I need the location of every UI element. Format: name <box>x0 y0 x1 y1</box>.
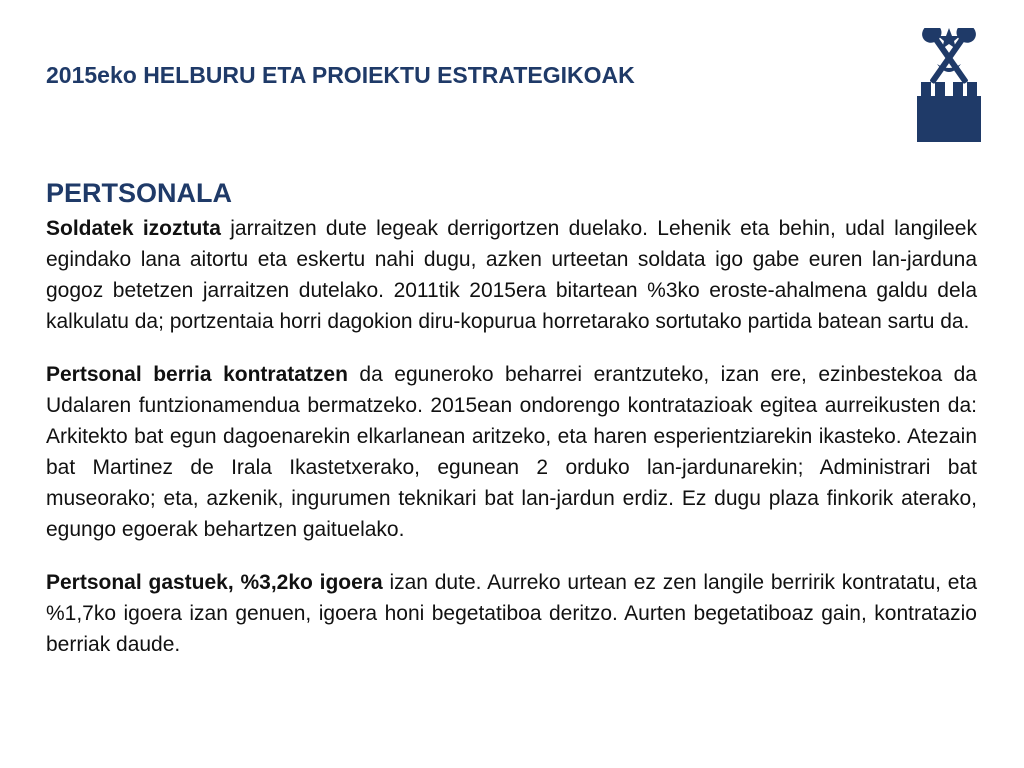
paragraph-salaries-text: jarraitzen dute legeak derrigortzen duelako. Lehenik eta behin, udal langileek egindako lana aitortu eta eskertu nahi dugu, azken urteetan soldata igo gabe euren lan-jarduna gogoz betetzen jarraitzen dutelako. 2011tik 2015era bitartean %3ko eroste-ahalmena galdu dela kalkulatu da; portzentaia horri dagokion diru-kopurua horretarako sortutako partida batean sartu da. <box>46 217 977 333</box>
paragraph-salaries-bold: Soldatek izoztuta <box>46 217 221 240</box>
slide-content <box>46 176 977 682</box>
paragraph-hiring <box>46 359 977 545</box>
paragraph-hiring-text: da eguneroko beharrei erantzuteko, izan ere, ezinbestekoa da Udalaren funtzionamendua bermatzeko. 2015ean ondorengo kontratazioak egitea aurreikusten da: Arkitekto bat egun dagoenarekin elkarlanean aritzeko, eta haren esperientziarekin ikasteko. Atezain bat Martinez de Irala Ikastetxerako, egunean 2 orduko lan-jardunarekin; Administrari bat museorako; eta, azkenik, ingurumen teknikari bat lan-jardun erdiz. Ez dugu plaza finkorik aterako, egungo egoerak behartzen gaituelako. <box>46 363 977 541</box>
paragraph-expenses-text: izan dute. Aurreko urtean ez zen langile berririk kontratatu, eta %1,7ko igoera izan genuen, igoera honi begetatiboa deritzo. Aurten begetatiboaz gain, kontratazio berriak daude. <box>46 571 977 656</box>
coat-of-arms-icon <box>903 28 995 142</box>
section-title: PERTSONALA <box>46 178 233 208</box>
paragraph-expenses-bold: Pertsonal gastuek, %3,2ko igoera <box>46 571 383 594</box>
slide-header-title: 2015eko HELBURU ETA PROIEKTU ESTRATEGIKOAK <box>46 62 635 88</box>
paragraph-expenses <box>46 567 977 660</box>
paragraph-hiring-bold: Pertsonal berria kontratatzen <box>46 363 348 386</box>
paragraph-salaries <box>46 213 977 337</box>
